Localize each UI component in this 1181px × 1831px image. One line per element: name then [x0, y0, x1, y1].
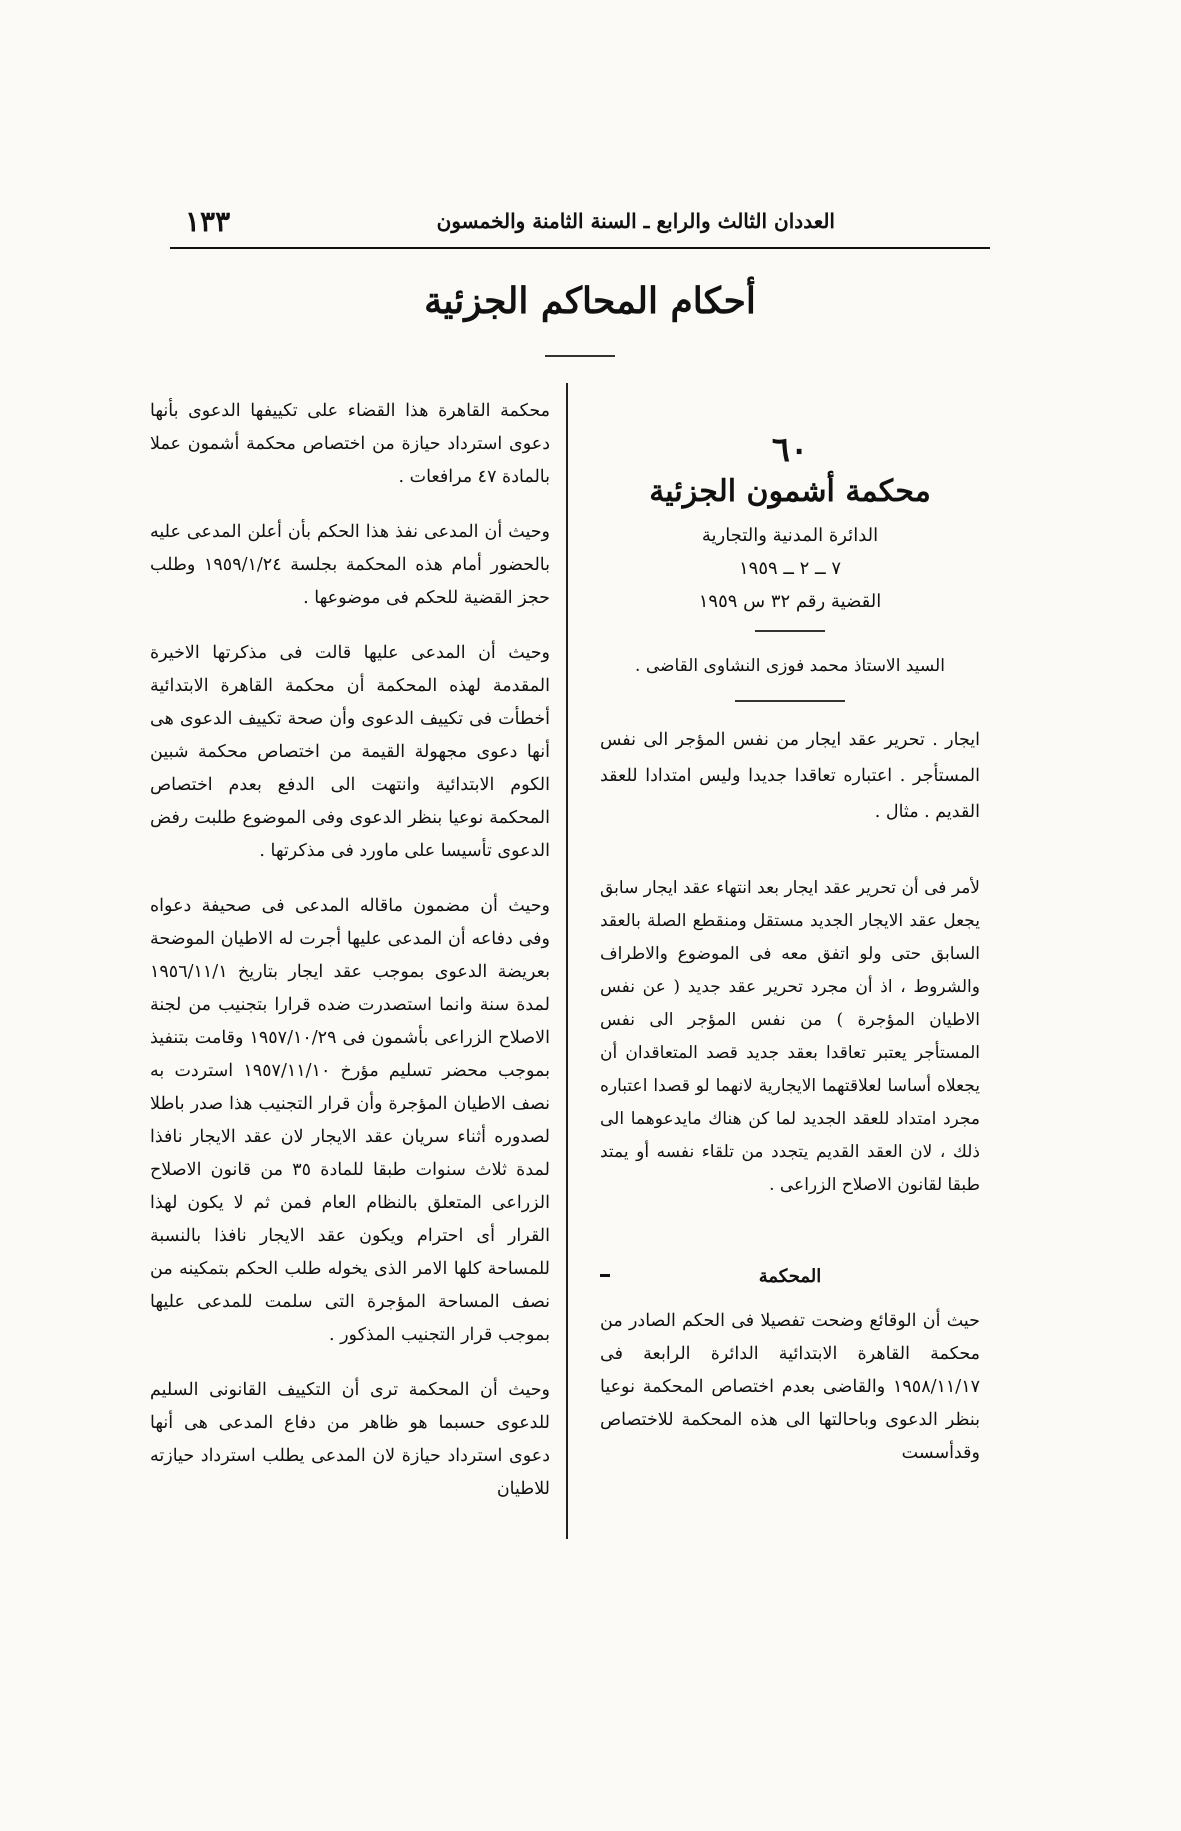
- paragraph: محكمة القاهرة هذا القضاء على تكييفها الدعوى بأنها دعوى استرداد حيازة من اختصاص محكمة أشمون عملا بالمادة ٤٧ مرافعات .: [150, 401, 550, 487]
- rule: [735, 700, 845, 702]
- ruling-text: حيث أن الوقائع وضحت تفصيلا فى الحكم الصادر من محكمة القاهرة الابتدائية الدائرة الرابعة فى ١٩٥٨/١١/١٧ والقاضى بعدم اختصاص المحكمة نوعيا بنظر الدعوى وباحالتها الى هذه المحكمة للاختصاص وقدأسست: [600, 1311, 980, 1463]
- court-heading-label: المحكمة: [758, 1266, 822, 1287]
- right-column: [600, 430, 980, 1470]
- court-heading: [600, 1266, 980, 1287]
- case-date: ٧ ــ ٢ ــ ١٩٥٩: [738, 558, 841, 579]
- legal-principle: لأمر فى أن تحرير عقد ايجار بعد انتهاء عقد ايجار سابق يجعل عقد الايجار الجديد مستقل ومنقطع الصلة بالعقد السابق حتى ولو اتفق معه فى الموضوع والاطراف والشروط ، اذ أن مجرد تحرير عقد جديد ( عن نفس الاطيان المؤجرة ) من نفس المؤجر الى نفس المستأجر يعتبر تعاقدا بعقد جديد قصد المتعاقدان أن يجعلاه أساسا لعلاقتهما الايجارية لانهما لو قصدا اعتباره مجرد امتداد للعقد الجديد لما كن هناك مايدعوهما الى ذلك ، لان العقد القديم يتجدد من تلقاء نفسه أو يمتد طبقا لقانون الاصلاح الزراعى .: [600, 878, 980, 1195]
- paragraph: وحيث أن مضمون ماقاله المدعى فى صحيفة دعواه وفى دفاعه أن المدعى عليها أجرت له الاطيان الموضحة بعريضة الدعوى بموجب عقد ايجار بتاريخ ١٩٥٦/١١/١ لمدة سنة وانما استصدرت ضده قرارا بتجنيب من لجنة الاصلاح الزراعى بأشمون فى ١٩٥٧/١٠/٢٩ وقامت بتنفيذ بموجب محضر تسليم مؤرخ ١٩٥٧/١١/١٠ استردت به نصف الاطيان المؤجرة وأن قرار التجنيب هذا صدر باطلا لصدوره أثناء سريان عقد الايجار لان عقد الايجار نافذا لمدة ثلاث سنوات طبقا للمادة ٣٥ من قانون الاصلاح الزراعى المتعلق بالنظام العام فمن ثم لا يكون لهذا القرار أى احترام ويكون عقد الايجار نافذا بالنسبة للمساحة كلها الامر الذى يخوله طلب الحكم بتمكينه من نصف المساحة المؤجرة التى سلمت للمدعى عليها بموجب قرار التجنيب المذكور .: [150, 896, 550, 1345]
- paragraph: وحيث أن المدعى عليها قالت فى مذكرتها الاخيرة المقدمة لهذه المحكمة أن محكمة القاهرة الابتدائية أخطأت فى تكييف الدعوى وأن صحة تكييف الدعوى هى أنها دعوى مجهولة القيمة من اختصاص محكمة شبين الكوم الابتدائية وانتهت الى الدفع بعدم اختصاص المحكمة نوعيا بنظر الدعوى وفى الموضوع طلبت رفض الدعوى تأسيسا على ماورد فى مذكرتها .: [150, 643, 550, 861]
- paragraph: وحيث أن المدعى نفذ هذا الحكم بأن أعلن المدعى عليه بالحضور أمام هذه المحكمة بجلسة ١٩٥٩/١/٢٤ وطلب حجز القضية للحكم فى موضوعها .: [150, 522, 550, 608]
- court-name: محكمة أشمون الجزئية: [649, 474, 931, 509]
- header-title: العددان الثالث والرابع ـ السنة الثامنة والخمسون: [436, 209, 835, 233]
- paragraph: وحيث أن المحكمة ترى أن التكييف القانونى السليم للدعوى حسبما هو ظاهر من دفاع المدعى هى أنها دعوى استرداد حيازة لان المدعى يطلب استرداد حيازته للاطيان: [150, 1380, 550, 1499]
- section-title: أحكام المحاكم الجزئية: [424, 280, 756, 322]
- column-divider: [566, 383, 568, 1539]
- dash-mark: [600, 1274, 610, 1277]
- case-number: ٦٠: [771, 430, 809, 470]
- case-reference: القضية رقم ٣٢ س ١٩٥٩: [698, 591, 882, 612]
- court-circuit: الدائرة المدنية والتجارية: [701, 525, 879, 546]
- judge-name: السيد الاستاذ محمد فوزى النشاوى القاضى .: [635, 656, 945, 676]
- page-number: ١٣٣: [185, 205, 231, 238]
- case-summary: ايجار . تحرير عقد ايجار من نفس المؤجر الى نفس المستأجر . اعتباره تعاقدا جديدا وليس امتدادا للعقد القديم . مثال .: [600, 730, 980, 822]
- rule: [755, 630, 825, 632]
- title-rule: [545, 355, 615, 357]
- running-header: [185, 205, 985, 245]
- left-column: [150, 395, 550, 1528]
- header-rule: [170, 247, 990, 249]
